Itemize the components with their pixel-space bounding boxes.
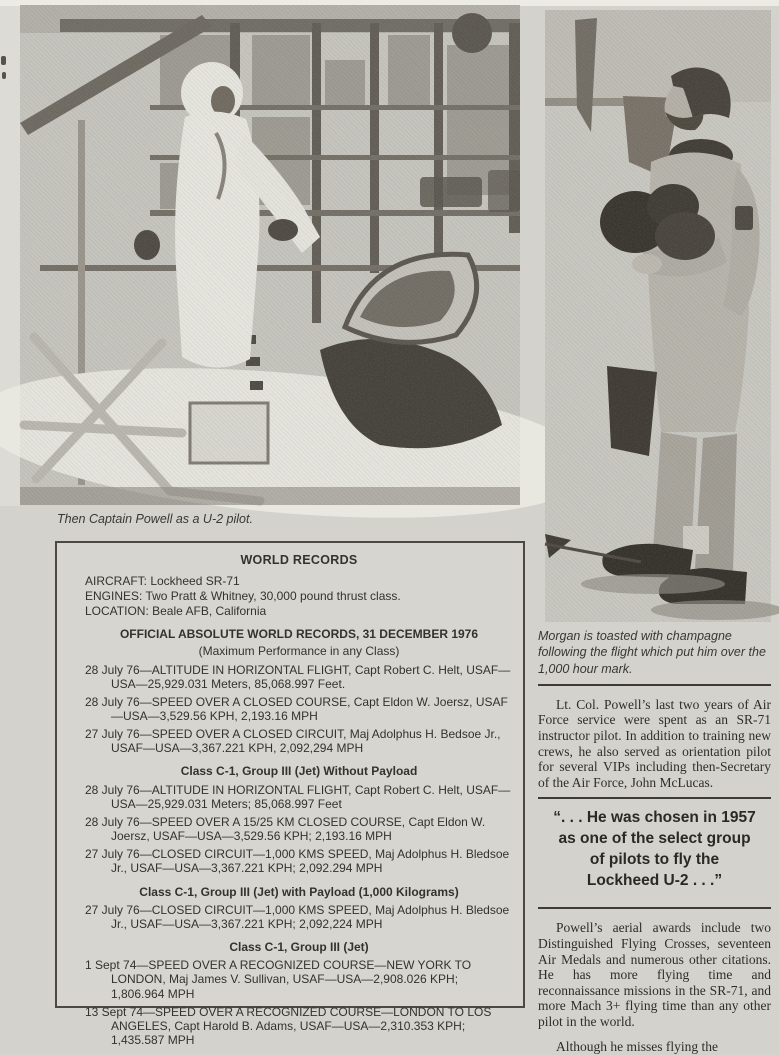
- pull-quote-line: “. . . He was chosen in 1957: [553, 809, 756, 827]
- world-records-box: [55, 541, 525, 1047]
- records-section-heading: Class C-1, Group III (Jet) with Payload (1,000 Kilograms): [139, 884, 459, 899]
- divider-rule: [538, 907, 771, 909]
- scan-artifact: [1, 56, 6, 65]
- record-entry: 13 Sept 74—SPEED OVER A RECOGNIZED COURSE—LONDON TO LOS ANGELES, Capt Harold B. Adams, USAF—USA—2,310.353 KPH; 1,435.587 MPH: [85, 1004, 492, 1047]
- article-paragraph: Powell’s aerial awards include two Distinguished Flying Crosses, seventeen Air Medals and numerous other citations. He has more flying time and reconnaissance missions in the SR-71, and more Mach 3+ flying time than any other pilot in the world.: [538, 920, 771, 1029]
- records-section-heading: Class C-1, Group III (Jet): [229, 940, 369, 955]
- records-aircraft: AIRCRAFT: Lockheed SR-71: [85, 573, 240, 588]
- records-section-heading: OFFICIAL ABSOLUTE WORLD RECORDS, 31 DECEMBER 1976: [119, 627, 479, 642]
- u2-boarding-photo: [20, 5, 520, 505]
- pull-quote-line: Lockheed U-2 . . .”: [586, 872, 723, 890]
- u2-boarding-illustration: [20, 5, 520, 505]
- records-engines: ENGINES: Two Pratt & Whitney, 30,000 pound thrust class.: [85, 588, 401, 603]
- records-section-subheading: (Maximum Performance in any Class): [198, 644, 400, 659]
- record-entry: 27 July 76—CLOSED CIRCUIT—1,000 KMS SPEED, Maj Adolphus H. Bledsoe Jr., USAF—USA—3,367.221 KPH; 2,092.294 MPH: [85, 847, 510, 876]
- record-entry: 27 July 76—SPEED OVER A CLOSED CIRCUIT, Maj Adolphus H. Bedsoe Jr., USAF—USA—3,367.221 KPH, 2,092,294 MPH: [85, 727, 501, 756]
- scan-artifact: [2, 72, 6, 79]
- record-entry: 28 July 76—SPEED OVER A 15/25 KM CLOSED COURSE, Capt Eldon W. Joersz, USAF—USA—3,529.56 KPH; 2,193.16 MPH: [85, 814, 486, 844]
- records-section-heading: Class C-1, Group III (Jet) Without Payload: [180, 764, 418, 779]
- record-entry: 1 Sept 74—SPEED OVER A RECOGNIZED COURSE—NEW YORK TO LONDON, Maj James V. Sullivan, USAF—USA—2,908.026 KPH; 1,806.964 MPH: [85, 958, 472, 1001]
- photo-caption-right: Morgan is toasted with champagne following the flight which put him over the 1,000 hour mark.: [538, 629, 766, 676]
- pilot-helmet-photo: [545, 10, 771, 622]
- record-entry: 28 July 76—ALTITUDE IN HORIZONTAL FLIGHT, Capt Robert C. Helt, USAF—USA—25,929.031 Meters; 85,068.997 Feet: [85, 782, 511, 811]
- records-title: WORLD RECORDS: [240, 553, 358, 567]
- article-column: [538, 628, 771, 1055]
- pilot-helmet-illustration: [545, 10, 771, 622]
- pull-quote: [538, 799, 771, 900]
- records-location: LOCATION: Beale AFB, California: [85, 604, 267, 619]
- pull-quote-line: of pilots to fly the: [589, 851, 720, 869]
- article-paragraph: Lt. Col. Powell’s last two years of Air Force service were spent as an SR-71 instructor pilot. In addition to training new crews, he also served as orientation pilot for several VIPs including then-Secretary of the Air Force, John McLucas.: [538, 696, 771, 790]
- pull-quote-line: as one of the select group: [558, 830, 751, 848]
- record-entry: 27 July 76—CLOSED CIRCUIT—1,000 KMS SPEED, Maj Adolphus H. Bledsoe Jr., USAF—USA—3,367.221 KPH; 2,092,224 MPH: [85, 902, 510, 931]
- article-paragraph: Although he misses flying the: [556, 1039, 718, 1055]
- photo-caption-left: Then Captain Powell as a U-2 pilot.: [57, 512, 253, 526]
- record-entry: 28 July 76—SPEED OVER A CLOSED COURSE, Capt Eldon W. Joersz, USAF—USA—3,529.56 KPH, 2,193.16 MPH: [85, 694, 508, 723]
- record-entry: 28 July 76—ALTITUDE IN HORIZONTAL FLIGHT, Capt Robert C. Helt, USAF—USA—25,929.031 Meters, 85,068.997 Feet.: [85, 662, 511, 691]
- divider-rule: [538, 684, 771, 686]
